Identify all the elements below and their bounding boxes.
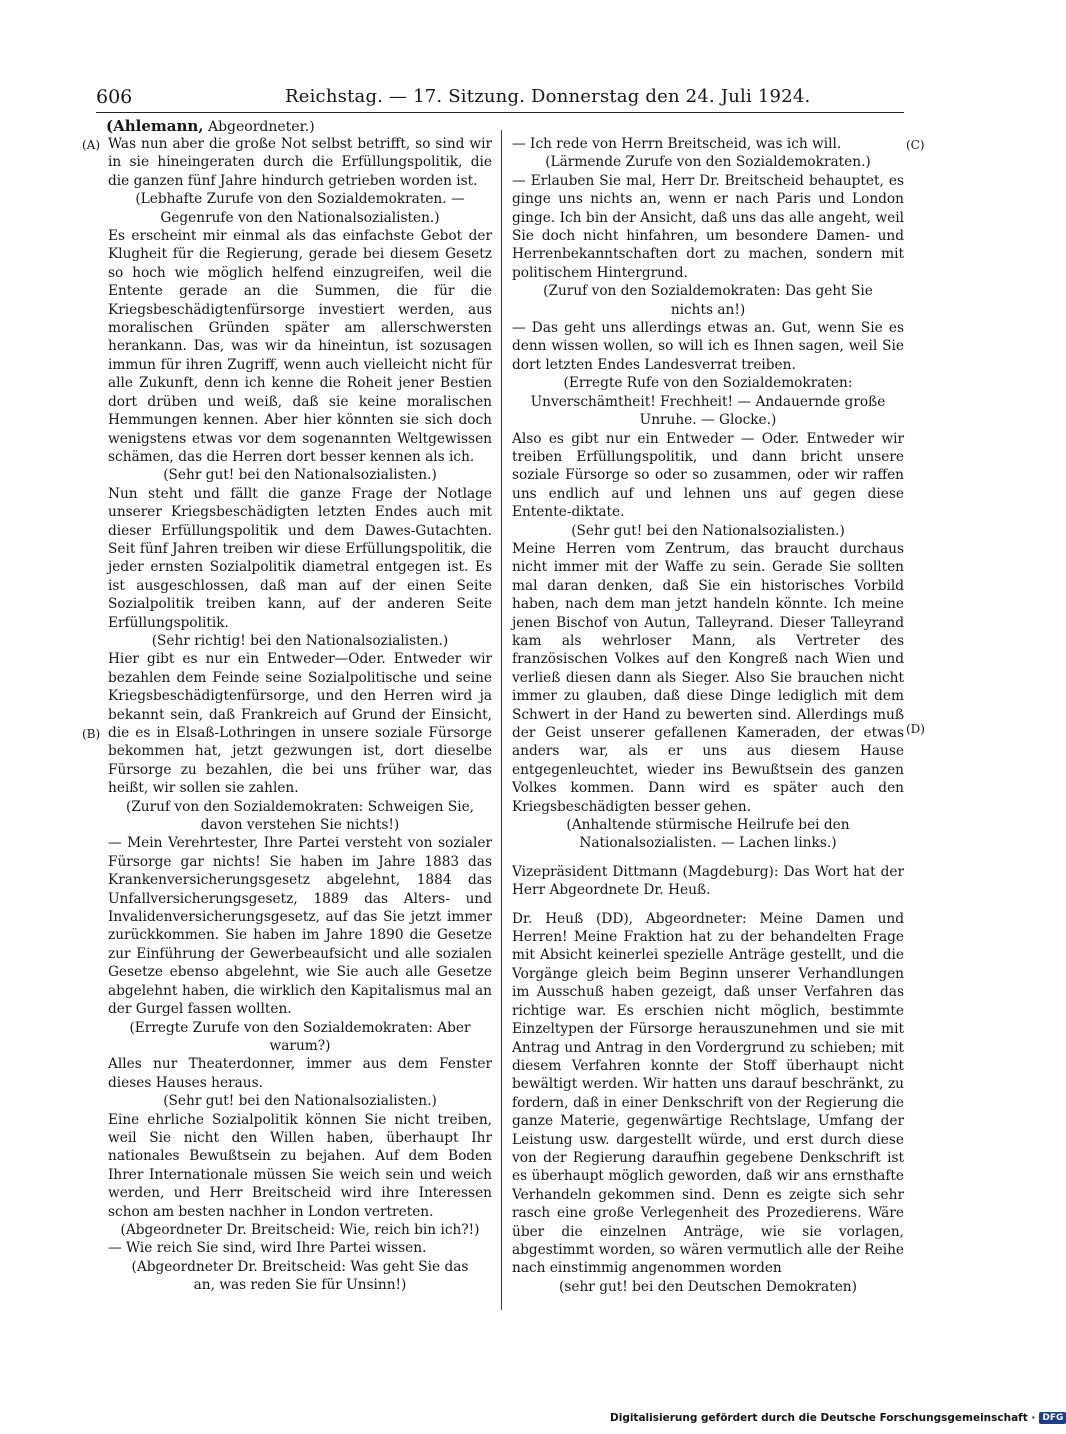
speech-paragraph: Meine Herren vom Zentrum, das braucht durchaus nicht immer mit der Waffe zu sein. Gerade Sie sollten mal daran denken, daß Sie ein historisches Vorbild haben, nach dem man jetzt handeln könnte. Ich meine jenen Bischof von Autun, Talleyrand. Dieser Talleyrand kam als wehrloser Mann, als Vertreter des französischen Volkes auf den Kongreß nach Wien und verließ diesen dann als Sieger. Also Sie brauchen nicht immer zu glauben, daß diese Dinge lediglich mit dem Schwert in der Hand zu bewerten sind. Allerdings muß der Geist unserer gefallenen Kameraden, der etwas anders war, als er uns aus diesem Hause entgegenleuchtet, wieder ins Bewußtsein des ganzen Volkes kommen. Dann wird es später auch den Kriegsbeschädigten besser gehen.: [512, 540, 904, 815]
interjection: (Abgeordneter Dr. Breitscheid: Was geht Sie das an, was reden Sie für Unsinn!): [131, 1258, 469, 1294]
right-column: [512, 135, 904, 1296]
speech-paragraph: Was nun aber die große Not selbst betrifft, so sind wir in sie hineingeraten durch die Erfüllungspolitik, die die ganzen fünf Jahre hindurch getrieben worden ist.: [108, 136, 492, 189]
speech-paragraph: Dr. Heuß (DD), Abgeordneter: Meine Damen und Herren! Meine Fraktion hat zu der behandelten Frage mit Absicht keinerlei spezielle Anträge gestellt, und die Vorgänge gleich beim Beginn unserer Verhandlungen im Ausschuß haben gezeigt, daß unser Verfahren das richtige war. Es erschien nicht möglich, bestimmte Einzeltypen der Fürsorge herauszunehmen und sie mit Antrag und Antrag in den Vordergrund zu schieben; mit diesem Verfahren konnte der Stoff überhaupt nicht bewältigt werden. Wir hatten uns darauf beschränkt, zu fordern, daß in einer Denkschrift von der Regierung die ganze Materie, gegenwärtige Rechtslage, Umfang der Leistung usw. dargestellt würde, und erst durch diese von der Regierung daraufhin gegebene Denkschrift ist es überhaupt möglich geworden, daß wir ans ernsthafte Verhandeln gekommen sind. Denn es zeigte sich sehr rasch eine große Verlegenheit des Prozedierens. Wäre über die einzelnen Anträge, wie sie vorlagen, abgestimmt worden, so wären vermutlich alle der Reihe nach einstimmig angenommen worden: [512, 910, 904, 1277]
running-head: Reichstag. — 17. Sitzung. Donnerstag den 24. Juli 1924.: [285, 86, 811, 107]
speech-paragraph: Vizepräsident Dittmann (Magdeburg): Das Wort hat der Herr Abgeordnete Dr. Heuß.: [512, 863, 904, 899]
speech-paragraph: Nun steht und fällt die ganze Frage der Notlage unserer Kriegsbeschädigten letzten Endes auch mit dieser Erfüllungspolitik und dem Dawes-Gutachten. Seit fünf Jahren treiben wir diese Erfüllungspolitik, die jeder ernsten Sozialpolitik diametral entgegen ist. Es ist ausgeschlossen, daß man auf der einen Seite Sozialpolitik treiben kann, auf der anderen Seite Erfüllungspolitik.: [108, 485, 492, 631]
margin-marker-b: (B): [82, 727, 101, 741]
speaker-role: Abgeordneter.): [207, 119, 315, 135]
interjection: (sehr gut! bei den Deutschen Demokraten): [559, 1278, 857, 1295]
interjection: (Erregte Zurufe von den Sozialdemokraten: Aber warum?): [129, 1019, 471, 1054]
speaker-head: [106, 117, 315, 135]
interjection: (Zuruf von den Sozialdemokraten: Das geht Sie nichts an!): [543, 283, 873, 318]
interjection: (Zuruf von den Sozialdemokraten: Schweigen Sie, davon verstehen Sie nichts!): [125, 798, 475, 834]
margin-marker-d: (D): [906, 722, 925, 736]
margin-marker-c: (C): [906, 138, 925, 152]
interjection: (Abgeordneter Dr. Breitscheid: Wie, reich bin ich?!): [120, 1221, 480, 1238]
column-divider: [501, 130, 502, 1310]
speech-paragraph: — Erlauben Sie mal, Herr Dr. Breitscheid behauptet, es ginge uns nichts an, wenn er nach Paris und London ginge. Ich bin der Ansicht, daß uns das alle angeht, weil Sie doch nicht hinfahren, um besondere Damen- und Herrenbekanntschaften dort zu machen, sondern mit politischem Hintergrund.: [512, 172, 904, 281]
interjection: (Sehr gut! bei den Nationalsozialisten.): [163, 467, 437, 484]
footer-credit: [610, 1412, 1066, 1424]
speech-paragraph: Es erscheint mir einmal als das einfachste Gebot der Klugheit für die Regierung, gerade bei diesem Gesetz so hoch wie möglich helfend einzugreifen, weil die Entente gerade an die Summen, die für die Kriegsbeschädigtenfürsorge investiert werden, aus moralischen Gründen später am allerschwersten herankann. Das, was wir da hineintun, ist sozusagen immun für ihren Zugriff, wenn auch vielleicht nicht für alle Zukunft, denn ich kenne die Roheit jener Bestien dort drüben und weiß, daß sie keine moralischen Hemmungen kennen. Aber hier könnten sie sich doch wenigstens etwas vor dem sogenannten Weltgewissen schämen, das die Herren dort besser kennen als ich.: [108, 228, 492, 465]
interjection: (Lebhafte Zurufe von den Sozialdemokraten. — Gegenrufe von den Nationalsozialisten.): [135, 191, 465, 226]
interjection: (Sehr gut! bei den Nationalsozialisten.): [163, 1093, 437, 1110]
speaker-name: (Ahlemann,: [106, 117, 204, 135]
speech-paragraph: Also es gibt nur ein Entweder — Oder. Entweder wir treiben Erfüllungspolitik, und dann bricht unsere soziale Fürsorge so oder so zusammen, oder wir raffen uns endlich auf und lehnen uns auf gegen diese Entente-diktate.: [512, 430, 904, 521]
page-number: 606: [96, 86, 133, 108]
speech-paragraph: Hier gibt es nur ein Entweder—Oder. Entweder wir bezahlen dem Feinde seine Sozialpolitische und seine Kriegsbeschädigtenfürsorge, und den Herren wird ja bekannt sein, daß Frankreich auf Grund der Einsicht, die es in Elsaß-Lothringen in unsere soziale Fürsorge bekommen hat, jetzt gezwungen ist, dort dieselbe Fürsorge zu bezahlen, die bei uns früher war, das heißt, wir sollen sie zahlen.: [108, 651, 492, 797]
interjection: (Sehr richtig! bei den Nationalsozialisten.): [151, 632, 449, 649]
footer-credit-text: Digitalisierung gefördert durch die Deutsche Forschungsgemeinschaft ·: [610, 1412, 1036, 1424]
speech-paragraph: — Das geht uns allerdings etwas an. Gut, wenn Sie es denn wissen wollen, so will ich es Ihnen sagen, weil Sie dort letzten Endes Landesverrat treiben.: [512, 320, 904, 373]
interjection: (Lärmende Zurufe von den Sozialdemokraten.): [545, 154, 871, 171]
speech-paragraph: Eine ehrliche Sozialpolitik können Sie nicht treiben, weil Sie nicht den Willen haben, überhaupt Ihr nationales Bewußtsein zu bejahen. Auf dem Boden Ihrer Internationale müssen Sie weich sein und weich werden, und Herr Breitscheid wird ihre Interessen schon am besten nachher in London vertreten.: [108, 1111, 492, 1220]
interjection: (Sehr gut! bei den Nationalsozialisten.): [571, 522, 845, 539]
speech-paragraph: Alles nur Theaterdonner, immer aus dem Fenster dieses Hauses heraus.: [108, 1056, 492, 1091]
left-column: [108, 135, 492, 1295]
speech-paragraph: — Mein Verehrtester, Ihre Partei versteht von sozialer Fürsorge gar nichts! Sie haben im Jahre 1883 das Krankenversicherungsgesetz abgelehnt, 1884 das Unfallversicherungsgesetz, 1889 das Alters- und Invalidenversicherungsgesetz, auf das Sie jetzt immer zurückkommen. Sie haben im Jahre 1890 die Gesetze zur Einführung der Gewerbeaufsicht und alle sozialen Gesetze ebenso abgelehnt, wie Sie auch alle Gesetze abgelehnt haben, die wirklich den Kapitalismus mal an der Gurgel fassen wollten.: [108, 835, 492, 1018]
interjection: (Anhaltende stürmische Heilrufe bei den Nationalsozialisten. — Lachen links.): [566, 817, 850, 852]
speech-paragraph: — Ich rede von Herrn Breitscheid, was ich will.: [512, 136, 842, 152]
interjection: (Erregte Rufe von den Sozialdemokraten: Unverschämtheit! Frechheit! — Andauernde große Unruhe. — Glocke.): [530, 375, 886, 429]
dfg-logo: DFG: [1039, 1412, 1066, 1424]
header-rule: [96, 112, 904, 113]
margin-marker-a: (A): [82, 138, 101, 152]
speech-paragraph: — Wie reich Sie sind, wird Ihre Partei wissen.: [108, 1240, 427, 1257]
